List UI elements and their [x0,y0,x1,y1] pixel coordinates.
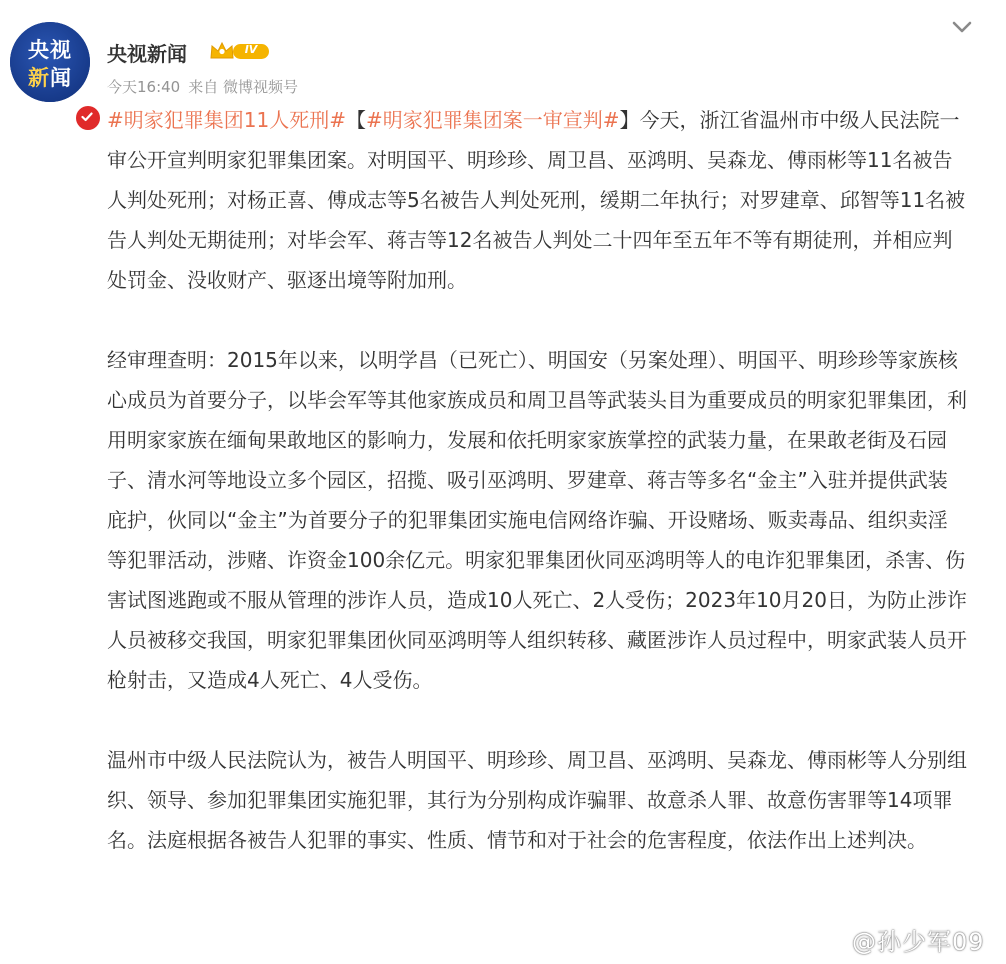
paragraph-1 [107,100,967,300]
username[interactable]: 央视新闻 [107,42,187,66]
paragraph-gap [107,700,967,740]
watermark [820,922,985,962]
watermark-text: @孙少军09 [852,928,985,956]
vip-level-label: IV [244,43,258,56]
bracket-close: 】 [619,108,640,132]
avatar-logo-char-xin: 新 [28,66,50,90]
paragraph-3: 温州市中级人民法院认为，被告人明国平、明珍珍、周卫昌、巫鸿明、吴森龙、傅雨彬等人分别组织、领导、参加犯罪集团实施犯罪，其行为分别构成诈骗罪、故意杀人罪、故意伤害罪等14项罪名。法庭根据各被告人犯罪的事实、性质、情节和对于社会的危害程度，依法作出上述判决。 [107,748,967,852]
verified-icon [74,104,102,132]
post-time[interactable]: 今天16:40 [107,78,181,96]
avatar-logo-line2 [22,62,78,92]
post-body [107,100,967,860]
avatar-logo-char-wen: 闻 [50,66,72,90]
weibo-logo-icon [820,930,850,956]
post-meta [107,76,306,97]
topic-link-2[interactable]: #明家犯罪集团案一审宣判# [365,108,620,132]
post-source[interactable]: 来自 微博视频号 [188,78,299,96]
paragraph-1-text: 今天，浙江省温州市中级人民法院一审公开宣判明家犯罪集团案。对明国平、明珍珍、周卫昌、巫鸿明、吴森龙、傅雨彬等11名被告人判处死刑；对杨正喜、傅成志等5名被告人判处死刑，缓期二年执行；对罗建章、邱智等11名被告人判处无期徒刑；对毕会军、蒋吉等12名被告人判处二十四年至五年不等有期徒刑，并相应判处罚金、没收财产、驱逐出境等附加刑。 [107,108,966,292]
paragraph-2: 经审理查明：2015年以来，以明学昌（已死亡）、明国安（另案处理）、明国平、明珍珍等家族核心成员为首要分子，以毕会军等其他家族成员和周卫昌等武装头目为重要成员的明家犯罪集团，利用明家家族在缅甸果敢地区的影响力，发展和依托明家家族掌控的武装力量，在果敢老街及石园子、清水河等地设立多个园区，招揽、吸引巫鸿明、罗建章、蒋吉等多名“金主”入驻并提供武装庇护，伙同以“金主”为首要分子的犯罪集团实施电信网络诈骗、开设赌场、贩卖毒品、组织卖淫等犯罪活动，涉赌、诈资金100余亿元。明家犯罪集团伙同巫鸿明等人的电诈犯罪集团，杀害、伤害试图逃跑或不服从管理的涉诈人员，造成10人死亡、2人受伤；2023年10月20日，为防止涉诈人员被移交我国，明家犯罪集团伙同巫鸿明等人组织转移、藏匿涉诈人员过程中，明家武装人员开枪射击，又造成4人死亡、4人受伤。 [107,348,967,692]
avatar[interactable] [10,22,90,102]
bracket-open: 【 [345,108,366,132]
chevron-down-icon[interactable] [948,16,976,38]
avatar-logo-line1: 央视 [28,38,72,62]
paragraph-gap [107,300,967,340]
topic-link-1[interactable]: #明家犯罪集团11人死刑# [107,108,346,132]
